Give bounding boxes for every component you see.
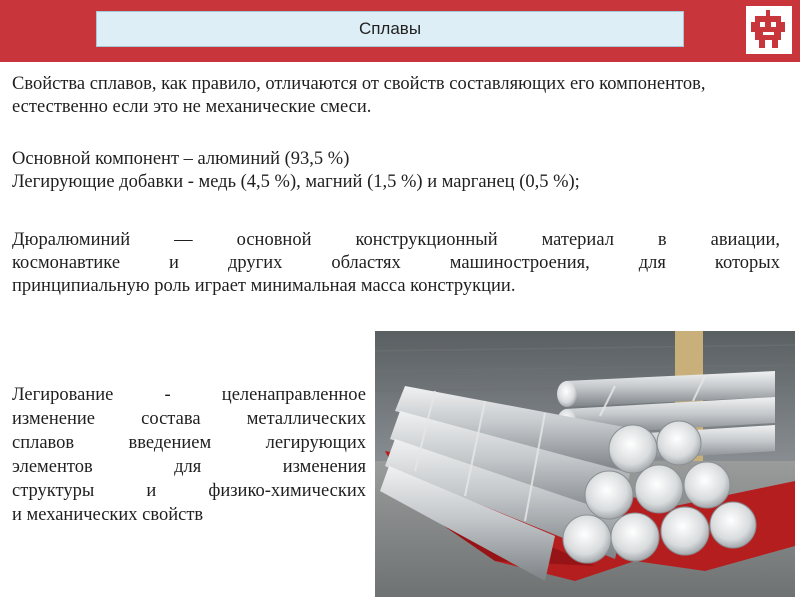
duralumin-paragraph — [12, 229, 780, 298]
definition-line: и механических свойств — [12, 505, 204, 525]
composition-paragraph — [12, 148, 780, 194]
main-component-line: Основной компонент – алюминий (93,5 %) — [12, 149, 350, 169]
aluminum-bars-photo — [375, 331, 795, 597]
duralumin-line: принципиальную роль играет минимальная масса конструкции. — [12, 276, 516, 296]
definition-line: структуры и физико-химических — [12, 481, 366, 501]
definition-line: сплавов введением легирующих — [12, 433, 366, 453]
slide-title: Сплавы — [96, 11, 684, 47]
robot-logo-icon — [744, 4, 794, 56]
alloying-additives-line: Легирующие добавки - медь (4,5 %), магний (1,5 %) и марганец (0,5 %); — [12, 172, 580, 192]
duralumin-line: космонавтике и других областях машиностроения, для которых — [12, 253, 780, 273]
definition-line: элементов для изменения — [12, 457, 366, 477]
definition-line: изменение состава металлических — [12, 409, 366, 429]
alloy-properties-paragraph: Свойства сплавов, как правило, отличаются от свойств составляющих его компонентов, естественно если это не механические смеси. — [12, 74, 706, 117]
duralumin-line: Дюралюминий — основной конструкционный материал в авиации, — [12, 230, 780, 250]
definition-line: Легирование - целенаправленное — [12, 385, 366, 405]
alloying-definition-paragraph — [12, 383, 366, 527]
